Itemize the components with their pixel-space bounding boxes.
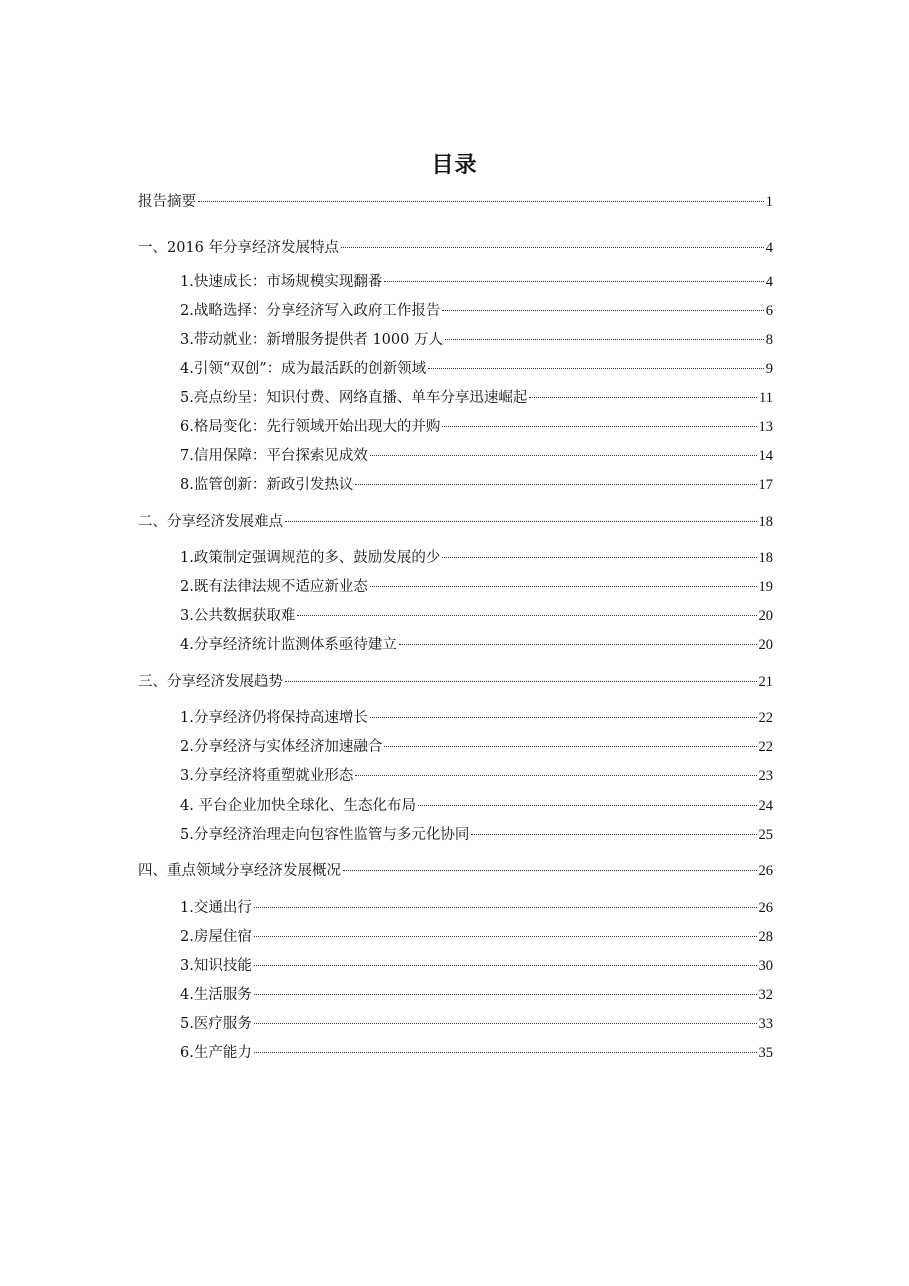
toc-entry-label: 4.引领“双创”：成为最活跃的创新领域: [180, 361, 427, 377]
toc-entry-page-number: 22: [758, 739, 773, 755]
toc-entry-label: 2.房屋住宿: [180, 929, 252, 945]
toc-subsection-entry[interactable]: [180, 576, 773, 598]
dot-leader: [445, 339, 764, 340]
toc-entry-page-number: 8: [765, 332, 773, 348]
toc-entry-page-number: 4: [765, 240, 773, 256]
toc-entry-page-number: 14: [758, 448, 773, 464]
toc-entry-page-number: 25: [758, 827, 773, 843]
toc-entry-label: 3.知识技能: [180, 958, 252, 974]
toc-entry-page-number: 21: [758, 674, 773, 690]
dot-leader: [285, 521, 757, 522]
dot-leader: [418, 805, 757, 806]
toc-entry-label: 3.分享经济将重塑就业形态: [180, 768, 354, 784]
toc-entry-label: 5.分享经济治理走向包容性监管与多元化协同: [180, 827, 470, 843]
toc-subsection-entry[interactable]: [180, 474, 773, 496]
dot-leader: [254, 936, 757, 937]
toc-entry-page-number: 18: [758, 550, 773, 566]
toc-entry-page-number: 11: [759, 390, 773, 406]
toc-entry-page-number: 35: [758, 1045, 773, 1061]
toc-entry-page-number: 1: [765, 194, 773, 210]
toc-entry-label: 二、分享经济发展难点: [138, 514, 283, 530]
toc-entry-label: 5.亮点纷呈：知识付费、网络直播、单车分享迅速崛起: [180, 390, 528, 406]
toc-section-entry[interactable]: [138, 860, 773, 882]
toc-entry-page-number: 6: [765, 303, 773, 319]
toc-entry-page-number: 22: [758, 710, 773, 726]
toc-entry-page-number: 4: [765, 274, 773, 290]
dot-leader: [399, 644, 757, 645]
toc-section-entry[interactable]: [138, 511, 773, 533]
dot-leader: [297, 615, 756, 616]
toc-entry-label: 5.医疗服务: [180, 1016, 252, 1032]
dot-leader: [254, 907, 757, 908]
toc-entry-page-number: 24: [758, 798, 773, 814]
toc-entry-label: 6.生产能力: [180, 1045, 252, 1061]
toc-entry-label: 4. 平台企业加快全球化、生态化布局: [180, 798, 416, 814]
dot-leader: [442, 557, 756, 558]
toc-entry-label: 2.战略选择：分享经济写入政府工作报告: [180, 303, 441, 319]
toc-subsection-entry[interactable]: [180, 634, 773, 656]
toc-entry-label: 3.公共数据获取难: [180, 608, 296, 624]
toc-subsection-entry[interactable]: [180, 387, 773, 409]
dot-leader: [254, 994, 757, 995]
toc-subsection-entry[interactable]: [180, 300, 773, 322]
toc-section-entry[interactable]: [138, 237, 773, 259]
toc-subsection-entry[interactable]: [180, 795, 773, 817]
dot-leader: [471, 834, 756, 835]
toc-entry-label: 6.格局变化：先行领域开始出现大的并购: [180, 419, 441, 435]
dot-leader: [442, 310, 763, 311]
toc-entry-page-number: 13: [758, 419, 773, 435]
toc-subsection-entry[interactable]: [180, 605, 773, 627]
dot-leader: [355, 484, 756, 485]
toc-entry-label: 1.快速成长：市场规模实现翻番: [180, 274, 383, 290]
toc-subsection-entry[interactable]: [180, 707, 773, 729]
toc-subsection-entry[interactable]: [180, 547, 773, 569]
toc-entry-label: 1.交通出行: [180, 900, 252, 916]
dot-leader: [343, 870, 757, 871]
toc-entry-page-number: 23: [758, 768, 773, 784]
toc-entry-page-number: 26: [758, 863, 773, 879]
toc-entry-label: 3.带动就业：新增服务提供者 1000 万人: [180, 332, 443, 348]
toc-entry-label: 2.既有法律法规不适应新业态: [180, 579, 368, 595]
toc-subsection-entry[interactable]: [180, 736, 773, 758]
toc-subsection-entry[interactable]: [180, 1042, 773, 1064]
toc-subsection-entry[interactable]: [180, 329, 773, 351]
toc-entry-page-number: 18: [758, 514, 773, 530]
dot-leader: [254, 1023, 757, 1024]
toc-section-entry[interactable]: [138, 671, 773, 693]
toc-subsection-entry[interactable]: [180, 984, 773, 1006]
toc-entry-page-number: 20: [758, 608, 773, 624]
dot-leader: [442, 426, 756, 427]
dot-leader: [254, 1052, 757, 1053]
toc-entry-label: 1.分享经济仍将保持高速增长: [180, 710, 368, 726]
toc-entry-page-number: 32: [758, 987, 773, 1003]
dot-leader: [198, 201, 764, 202]
toc-subsection-entry[interactable]: [180, 445, 773, 467]
toc-entry-label: 7.信用保障：平台探索见成效: [180, 448, 368, 464]
dot-leader: [370, 455, 757, 456]
toc-entry-label: 4.分享经济统计监测体系亟待建立: [180, 637, 397, 653]
dot-leader: [384, 746, 756, 747]
toc-subsection-entry[interactable]: [180, 271, 773, 293]
toc-entry-label: 1.政策制定强调规范的多、鼓励发展的少: [180, 550, 441, 566]
dot-leader: [285, 681, 757, 682]
dot-leader: [341, 247, 764, 248]
page-title: 目录: [431, 153, 478, 178]
dot-leader: [529, 397, 757, 398]
dot-leader: [370, 717, 757, 718]
toc-entry-label: 2.分享经济与实体经济加速融合: [180, 739, 383, 755]
toc-entry-page-number: 20: [758, 637, 773, 653]
toc-entry-label: 报告摘要: [138, 194, 196, 210]
toc-entry-page-number: 30: [758, 958, 773, 974]
toc-subsection-entry[interactable]: [180, 416, 773, 438]
toc-entry-label: 四、重点领域分享经济发展概况: [138, 863, 341, 879]
toc-entry-page-number: 19: [758, 579, 773, 595]
toc-subsection-entry[interactable]: [180, 824, 773, 846]
toc-entry-page-number: 17: [758, 477, 773, 493]
toc-entry-page-number: 26: [758, 900, 773, 916]
dot-leader: [428, 368, 764, 369]
toc-section-entry[interactable]: [138, 191, 773, 213]
dot-leader: [370, 586, 757, 587]
toc-subsection-entry[interactable]: [180, 358, 773, 380]
dot-leader: [254, 965, 757, 966]
toc-entry-page-number: 28: [758, 929, 773, 945]
toc-subsection-entry[interactable]: [180, 926, 773, 948]
toc-subsection-entry[interactable]: [180, 897, 773, 919]
dot-leader: [384, 281, 763, 282]
toc-entry-page-number: 33: [758, 1016, 773, 1032]
toc-subsection-entry[interactable]: [180, 765, 773, 787]
toc-subsection-entry[interactable]: [180, 1013, 773, 1035]
toc-entry-page-number: 9: [765, 361, 773, 377]
dot-leader: [355, 775, 756, 776]
toc-subsection-entry[interactable]: [180, 955, 773, 977]
toc-entry-label: 一、2016 年分享经济发展特点: [138, 240, 340, 256]
toc-entry-label: 8.监管创新：新政引发热议: [180, 477, 354, 493]
toc-entry-label: 4.生活服务: [180, 987, 252, 1003]
toc-entry-label: 三、分享经济发展趋势: [138, 674, 283, 690]
